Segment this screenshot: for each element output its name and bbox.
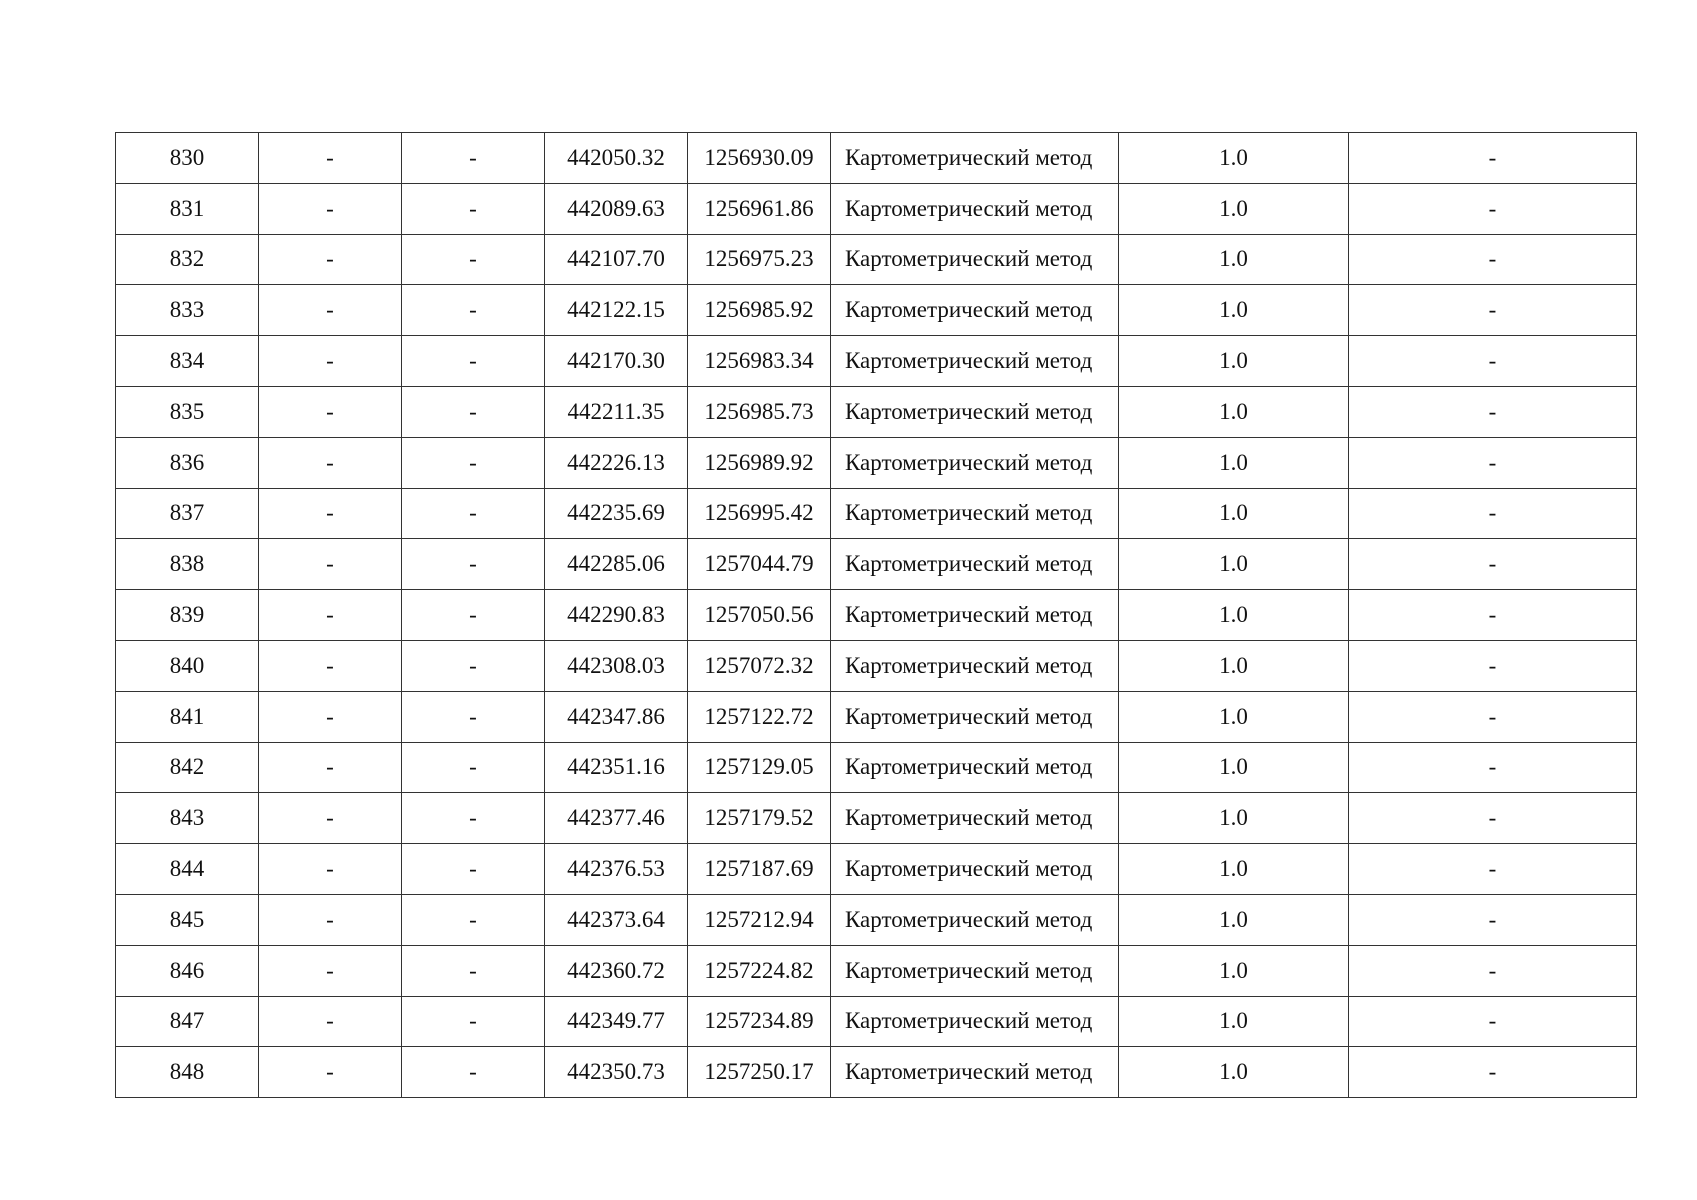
empty-dash-cell: - bbox=[259, 386, 402, 437]
empty-dash-cell: - bbox=[259, 640, 402, 691]
empty-dash-cell: - bbox=[402, 234, 545, 285]
empty-dash-cell: - bbox=[259, 894, 402, 945]
note-cell: - bbox=[1349, 742, 1637, 793]
y-coordinate-cell: 1257250.17 bbox=[688, 1047, 831, 1098]
note-cell: - bbox=[1349, 945, 1637, 996]
empty-dash-cell: - bbox=[402, 742, 545, 793]
point-number-cell: 830 bbox=[116, 133, 259, 184]
note-cell: - bbox=[1349, 894, 1637, 945]
empty-dash-cell: - bbox=[402, 336, 545, 387]
table-row bbox=[116, 183, 1637, 234]
table-row bbox=[116, 793, 1637, 844]
accuracy-cell: 1.0 bbox=[1119, 488, 1349, 539]
accuracy-cell: 1.0 bbox=[1119, 691, 1349, 742]
table-body bbox=[116, 133, 1637, 1098]
accuracy-cell: 1.0 bbox=[1119, 539, 1349, 590]
x-coordinate-cell: 442211.35 bbox=[545, 386, 688, 437]
note-cell: - bbox=[1349, 844, 1637, 895]
empty-dash-cell: - bbox=[259, 488, 402, 539]
empty-dash-cell: - bbox=[402, 945, 545, 996]
accuracy-cell: 1.0 bbox=[1119, 793, 1349, 844]
note-cell: - bbox=[1349, 386, 1637, 437]
empty-dash-cell: - bbox=[402, 590, 545, 641]
note-cell: - bbox=[1349, 793, 1637, 844]
accuracy-cell: 1.0 bbox=[1119, 996, 1349, 1047]
point-number-cell: 843 bbox=[116, 793, 259, 844]
y-coordinate-cell: 1257072.32 bbox=[688, 640, 831, 691]
empty-dash-cell: - bbox=[259, 590, 402, 641]
note-cell: - bbox=[1349, 691, 1637, 742]
table-row bbox=[116, 996, 1637, 1047]
empty-dash-cell: - bbox=[402, 793, 545, 844]
point-number-cell: 834 bbox=[116, 336, 259, 387]
x-coordinate-cell: 442285.06 bbox=[545, 539, 688, 590]
x-coordinate-cell: 442373.64 bbox=[545, 894, 688, 945]
method-cell: Картометрический метод bbox=[831, 640, 1119, 691]
empty-dash-cell: - bbox=[402, 183, 545, 234]
empty-dash-cell: - bbox=[402, 386, 545, 437]
method-cell: Картометрический метод bbox=[831, 691, 1119, 742]
table-row bbox=[116, 133, 1637, 184]
accuracy-cell: 1.0 bbox=[1119, 894, 1349, 945]
point-number-cell: 832 bbox=[116, 234, 259, 285]
empty-dash-cell: - bbox=[259, 539, 402, 590]
table-row bbox=[116, 488, 1637, 539]
method-cell: Картометрический метод bbox=[831, 844, 1119, 895]
table-row bbox=[116, 336, 1637, 387]
empty-dash-cell: - bbox=[259, 793, 402, 844]
x-coordinate-cell: 442308.03 bbox=[545, 640, 688, 691]
y-coordinate-cell: 1256985.92 bbox=[688, 285, 831, 336]
y-coordinate-cell: 1257224.82 bbox=[688, 945, 831, 996]
coordinates-table bbox=[115, 132, 1637, 1098]
empty-dash-cell: - bbox=[402, 844, 545, 895]
note-cell: - bbox=[1349, 488, 1637, 539]
accuracy-cell: 1.0 bbox=[1119, 285, 1349, 336]
method-cell: Картометрический метод bbox=[831, 133, 1119, 184]
table-row bbox=[116, 640, 1637, 691]
x-coordinate-cell: 442290.83 bbox=[545, 590, 688, 641]
x-coordinate-cell: 442235.69 bbox=[545, 488, 688, 539]
point-number-cell: 848 bbox=[116, 1047, 259, 1098]
method-cell: Картометрический метод bbox=[831, 336, 1119, 387]
y-coordinate-cell: 1256995.42 bbox=[688, 488, 831, 539]
y-coordinate-cell: 1257179.52 bbox=[688, 793, 831, 844]
accuracy-cell: 1.0 bbox=[1119, 844, 1349, 895]
method-cell: Картометрический метод bbox=[831, 386, 1119, 437]
table-row bbox=[116, 945, 1637, 996]
accuracy-cell: 1.0 bbox=[1119, 234, 1349, 285]
accuracy-cell: 1.0 bbox=[1119, 437, 1349, 488]
empty-dash-cell: - bbox=[402, 437, 545, 488]
table-row bbox=[116, 844, 1637, 895]
empty-dash-cell: - bbox=[402, 691, 545, 742]
y-coordinate-cell: 1257212.94 bbox=[688, 894, 831, 945]
note-cell: - bbox=[1349, 336, 1637, 387]
table-row bbox=[116, 691, 1637, 742]
point-number-cell: 836 bbox=[116, 437, 259, 488]
empty-dash-cell: - bbox=[259, 183, 402, 234]
method-cell: Картометрический метод bbox=[831, 437, 1119, 488]
note-cell: - bbox=[1349, 133, 1637, 184]
x-coordinate-cell: 442107.70 bbox=[545, 234, 688, 285]
x-coordinate-cell: 442122.15 bbox=[545, 285, 688, 336]
note-cell: - bbox=[1349, 1047, 1637, 1098]
note-cell: - bbox=[1349, 640, 1637, 691]
empty-dash-cell: - bbox=[259, 133, 402, 184]
empty-dash-cell: - bbox=[402, 488, 545, 539]
point-number-cell: 844 bbox=[116, 844, 259, 895]
table-row bbox=[116, 1047, 1637, 1098]
point-number-cell: 833 bbox=[116, 285, 259, 336]
empty-dash-cell: - bbox=[259, 945, 402, 996]
y-coordinate-cell: 1256985.73 bbox=[688, 386, 831, 437]
accuracy-cell: 1.0 bbox=[1119, 945, 1349, 996]
empty-dash-cell: - bbox=[402, 640, 545, 691]
method-cell: Картометрический метод bbox=[831, 894, 1119, 945]
accuracy-cell: 1.0 bbox=[1119, 590, 1349, 641]
x-coordinate-cell: 442089.63 bbox=[545, 183, 688, 234]
y-coordinate-cell: 1257122.72 bbox=[688, 691, 831, 742]
empty-dash-cell: - bbox=[402, 539, 545, 590]
x-coordinate-cell: 442360.72 bbox=[545, 945, 688, 996]
table-row bbox=[116, 539, 1637, 590]
x-coordinate-cell: 442050.32 bbox=[545, 133, 688, 184]
point-number-cell: 845 bbox=[116, 894, 259, 945]
accuracy-cell: 1.0 bbox=[1119, 1047, 1349, 1098]
empty-dash-cell: - bbox=[259, 996, 402, 1047]
point-number-cell: 840 bbox=[116, 640, 259, 691]
empty-dash-cell: - bbox=[402, 1047, 545, 1098]
note-cell: - bbox=[1349, 996, 1637, 1047]
table-row bbox=[116, 590, 1637, 641]
method-cell: Картометрический метод bbox=[831, 945, 1119, 996]
x-coordinate-cell: 442347.86 bbox=[545, 691, 688, 742]
table-row bbox=[116, 285, 1637, 336]
table-row bbox=[116, 894, 1637, 945]
x-coordinate-cell: 442226.13 bbox=[545, 437, 688, 488]
method-cell: Картометрический метод bbox=[831, 590, 1119, 641]
point-number-cell: 838 bbox=[116, 539, 259, 590]
y-coordinate-cell: 1257234.89 bbox=[688, 996, 831, 1047]
empty-dash-cell: - bbox=[259, 691, 402, 742]
empty-dash-cell: - bbox=[259, 844, 402, 895]
note-cell: - bbox=[1349, 539, 1637, 590]
x-coordinate-cell: 442377.46 bbox=[545, 793, 688, 844]
note-cell: - bbox=[1349, 437, 1637, 488]
method-cell: Картометрический метод bbox=[831, 183, 1119, 234]
empty-dash-cell: - bbox=[259, 285, 402, 336]
point-number-cell: 846 bbox=[116, 945, 259, 996]
y-coordinate-cell: 1256961.86 bbox=[688, 183, 831, 234]
point-number-cell: 839 bbox=[116, 590, 259, 641]
x-coordinate-cell: 442170.30 bbox=[545, 336, 688, 387]
table-row bbox=[116, 742, 1637, 793]
accuracy-cell: 1.0 bbox=[1119, 183, 1349, 234]
y-coordinate-cell: 1257050.56 bbox=[688, 590, 831, 641]
empty-dash-cell: - bbox=[259, 437, 402, 488]
method-cell: Картометрический метод bbox=[831, 1047, 1119, 1098]
accuracy-cell: 1.0 bbox=[1119, 386, 1349, 437]
method-cell: Картометрический метод bbox=[831, 793, 1119, 844]
note-cell: - bbox=[1349, 590, 1637, 641]
note-cell: - bbox=[1349, 285, 1637, 336]
method-cell: Картометрический метод bbox=[831, 996, 1119, 1047]
table-row bbox=[116, 234, 1637, 285]
empty-dash-cell: - bbox=[259, 1047, 402, 1098]
point-number-cell: 842 bbox=[116, 742, 259, 793]
accuracy-cell: 1.0 bbox=[1119, 336, 1349, 387]
method-cell: Картометрический метод bbox=[831, 488, 1119, 539]
empty-dash-cell: - bbox=[259, 742, 402, 793]
x-coordinate-cell: 442350.73 bbox=[545, 1047, 688, 1098]
method-cell: Картометрический метод bbox=[831, 285, 1119, 336]
x-coordinate-cell: 442349.77 bbox=[545, 996, 688, 1047]
y-coordinate-cell: 1256930.09 bbox=[688, 133, 831, 184]
y-coordinate-cell: 1257129.05 bbox=[688, 742, 831, 793]
y-coordinate-cell: 1256983.34 bbox=[688, 336, 831, 387]
y-coordinate-cell: 1257044.79 bbox=[688, 539, 831, 590]
accuracy-cell: 1.0 bbox=[1119, 640, 1349, 691]
point-number-cell: 841 bbox=[116, 691, 259, 742]
empty-dash-cell: - bbox=[402, 894, 545, 945]
method-cell: Картометрический метод bbox=[831, 539, 1119, 590]
point-number-cell: 831 bbox=[116, 183, 259, 234]
accuracy-cell: 1.0 bbox=[1119, 133, 1349, 184]
y-coordinate-cell: 1256975.23 bbox=[688, 234, 831, 285]
empty-dash-cell: - bbox=[259, 234, 402, 285]
y-coordinate-cell: 1256989.92 bbox=[688, 437, 831, 488]
method-cell: Картометрический метод bbox=[831, 234, 1119, 285]
point-number-cell: 847 bbox=[116, 996, 259, 1047]
empty-dash-cell: - bbox=[402, 285, 545, 336]
x-coordinate-cell: 442376.53 bbox=[545, 844, 688, 895]
empty-dash-cell: - bbox=[402, 996, 545, 1047]
method-cell: Картометрический метод bbox=[831, 742, 1119, 793]
table-row bbox=[116, 437, 1637, 488]
point-number-cell: 837 bbox=[116, 488, 259, 539]
note-cell: - bbox=[1349, 234, 1637, 285]
x-coordinate-cell: 442351.16 bbox=[545, 742, 688, 793]
accuracy-cell: 1.0 bbox=[1119, 742, 1349, 793]
y-coordinate-cell: 1257187.69 bbox=[688, 844, 831, 895]
empty-dash-cell: - bbox=[402, 133, 545, 184]
note-cell: - bbox=[1349, 183, 1637, 234]
empty-dash-cell: - bbox=[259, 336, 402, 387]
table-row bbox=[116, 386, 1637, 437]
point-number-cell: 835 bbox=[116, 386, 259, 437]
